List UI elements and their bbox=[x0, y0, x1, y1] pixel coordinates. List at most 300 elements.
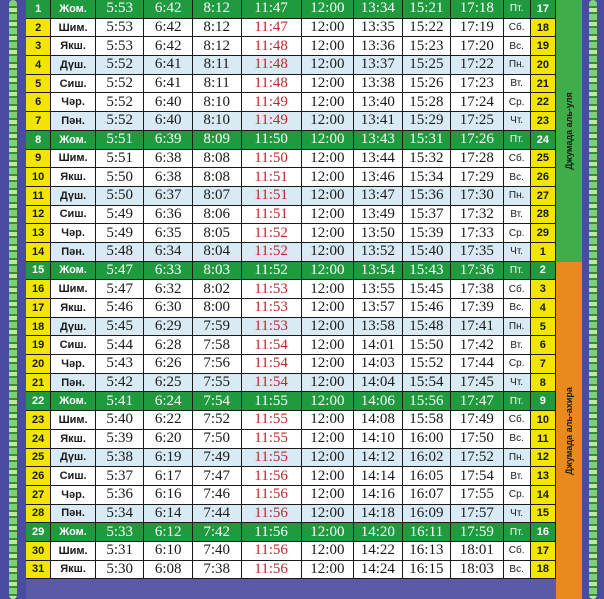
weekday-tatar: Якш. bbox=[51, 37, 96, 55]
prayer-time-cell: 6:08 bbox=[144, 561, 193, 579]
weekday-russian: Чт. bbox=[504, 505, 531, 523]
prayer-time-cell: 7:59 bbox=[193, 318, 242, 336]
prayer-time-cell: 6:10 bbox=[144, 542, 193, 560]
prayer-time-cell: 5:53 bbox=[96, 0, 145, 18]
prayer-time-cell: 7:55 bbox=[193, 374, 242, 392]
table-row bbox=[26, 224, 556, 243]
prayer-time-cell: 14:14 bbox=[354, 467, 403, 485]
prayer-time-cell: 6:28 bbox=[144, 336, 193, 354]
prayer-time-cell: 12:00 bbox=[302, 486, 354, 504]
prayer-time-cell: 5:47 bbox=[96, 262, 145, 280]
prayer-time-cell: 5:50 bbox=[96, 187, 145, 205]
prayer-time-cell: 12:00 bbox=[302, 112, 354, 130]
prayer-time-cell: 15:43 bbox=[403, 262, 452, 280]
day-number: 3 bbox=[26, 37, 51, 55]
prayer-time-cell: 13:35 bbox=[354, 19, 403, 37]
weekday-russian: Вт. bbox=[504, 467, 531, 485]
hijri-day: 9 bbox=[531, 392, 556, 410]
table-row bbox=[26, 0, 556, 19]
prayer-time-cell: 6:24 bbox=[144, 392, 193, 410]
prayer-time-cell: 17:26 bbox=[451, 131, 503, 149]
table-row bbox=[26, 299, 556, 318]
prayer-time-cell: 17:30 bbox=[451, 187, 503, 205]
prayer-time-cell: 17:19 bbox=[451, 19, 503, 37]
weekday-russian: Чт. bbox=[504, 243, 531, 261]
prayer-time-cell: 7:54 bbox=[193, 392, 242, 410]
prayer-time-cell: 7:49 bbox=[193, 449, 242, 467]
day-number: 19 bbox=[26, 336, 51, 354]
hijri-day: 1 bbox=[531, 243, 556, 261]
prayer-time-cell: 15:23 bbox=[403, 37, 452, 55]
day-number: 12 bbox=[26, 206, 51, 224]
prayer-time-cell: 5:30 bbox=[96, 561, 145, 579]
prayer-time-cell: 5:53 bbox=[96, 37, 145, 55]
table-row bbox=[26, 150, 556, 169]
hijri-day: 19 bbox=[531, 37, 556, 55]
prayer-time-cell: 5:38 bbox=[96, 449, 145, 467]
prayer-time-cell: 15:45 bbox=[403, 280, 452, 298]
weekday-russian: Вс. bbox=[504, 430, 531, 448]
day-number: 26 bbox=[26, 467, 51, 485]
month-band-jumada-al-ula bbox=[556, 0, 582, 262]
prayer-time-cell: 6:17 bbox=[144, 467, 193, 485]
prayer-time-cell: 6:41 bbox=[144, 75, 193, 93]
prayer-time-cell: 8:04 bbox=[193, 243, 242, 261]
prayer-time-cell: 6:16 bbox=[144, 486, 193, 504]
weekday-tatar: Якш. bbox=[51, 561, 96, 579]
prayer-time-cell: 6:14 bbox=[144, 505, 193, 523]
prayer-time-cell: 11:53 bbox=[242, 318, 302, 336]
prayer-time-cell: 6:38 bbox=[144, 150, 193, 168]
prayer-time-cell: 8:12 bbox=[193, 19, 242, 37]
prayer-time-cell: 12:00 bbox=[302, 243, 354, 261]
prayer-time-cell: 12:00 bbox=[302, 542, 354, 560]
weekday-tatar: Жом. bbox=[51, 0, 96, 18]
prayer-time-cell: 12:00 bbox=[302, 561, 354, 579]
prayer-time-cell: 15:31 bbox=[403, 131, 452, 149]
prayer-time-cell: 17:54 bbox=[451, 467, 503, 485]
prayer-time-cell: 8:12 bbox=[193, 0, 242, 18]
prayer-time-cell: 6:26 bbox=[144, 355, 193, 373]
weekday-tatar: Сиш. bbox=[51, 467, 96, 485]
prayer-time-cell: 12:00 bbox=[302, 280, 354, 298]
prayer-time-cell: 7:52 bbox=[193, 411, 242, 429]
prayer-time-cell: 14:08 bbox=[354, 411, 403, 429]
hijri-day: 24 bbox=[531, 131, 556, 149]
prayer-time-cell: 12:00 bbox=[302, 318, 354, 336]
prayer-time-cell: 12:00 bbox=[302, 299, 354, 317]
prayer-time-cell: 8:06 bbox=[193, 206, 242, 224]
prayer-time-cell: 15:26 bbox=[403, 75, 452, 93]
prayer-time-cell: 12:00 bbox=[302, 224, 354, 242]
prayer-time-cell: 11:52 bbox=[242, 224, 302, 242]
prayer-time-cell: 11:56 bbox=[242, 486, 302, 504]
weekday-tatar: Пән. bbox=[51, 112, 96, 130]
prayer-time-cell: 5:52 bbox=[96, 112, 145, 130]
prayer-time-cell: 12:00 bbox=[302, 150, 354, 168]
weekday-tatar: Жом. bbox=[51, 131, 96, 149]
prayer-time-cell: 15:40 bbox=[403, 243, 452, 261]
prayer-time-cell: 8:08 bbox=[193, 150, 242, 168]
prayer-time-cell: 11:52 bbox=[242, 243, 302, 261]
prayer-time-cell: 16:15 bbox=[403, 561, 452, 579]
prayer-time-cell: 5:37 bbox=[96, 467, 145, 485]
table-row bbox=[26, 523, 556, 542]
prayer-time-cell: 8:08 bbox=[193, 168, 242, 186]
weekday-russian: Пн. bbox=[504, 449, 531, 467]
prayer-time-cell: 13:38 bbox=[354, 75, 403, 93]
prayer-time-cell: 6:38 bbox=[144, 168, 193, 186]
prayer-time-cell: 7:38 bbox=[193, 561, 242, 579]
table-row bbox=[26, 206, 556, 225]
prayer-time-cell: 12:00 bbox=[302, 262, 354, 280]
prayer-time-cell: 17:23 bbox=[451, 75, 503, 93]
prayer-time-cell: 11:55 bbox=[242, 392, 302, 410]
prayer-time-cell: 11:53 bbox=[242, 299, 302, 317]
weekday-russian: Пн. bbox=[504, 318, 531, 336]
weekday-russian: Вс. bbox=[504, 168, 531, 186]
prayer-time-cell: 14:03 bbox=[354, 355, 403, 373]
prayer-time-cell: 5:53 bbox=[96, 19, 145, 37]
weekday-russian: Ср. bbox=[504, 355, 531, 373]
hijri-day: 11 bbox=[531, 430, 556, 448]
prayer-time-cell: 13:40 bbox=[354, 93, 403, 111]
prayer-time-cell: 8:05 bbox=[193, 224, 242, 242]
prayer-time-cell: 12:00 bbox=[302, 75, 354, 93]
prayer-time-cell: 7:47 bbox=[193, 467, 242, 485]
day-number: 4 bbox=[26, 56, 51, 74]
prayer-time-cell: 14:22 bbox=[354, 542, 403, 560]
prayer-time-cell: 12:00 bbox=[302, 411, 354, 429]
prayer-time-cell: 17:22 bbox=[451, 56, 503, 74]
day-number: 28 bbox=[26, 505, 51, 523]
table-row bbox=[26, 336, 556, 355]
weekday-russian: Пт. bbox=[504, 0, 531, 18]
prayer-time-cell: 13:50 bbox=[354, 224, 403, 242]
prayer-time-cell: 17:59 bbox=[451, 523, 503, 541]
prayer-time-cell: 12:00 bbox=[302, 523, 354, 541]
prayer-time-cell: 5:49 bbox=[96, 206, 145, 224]
prayer-time-cell: 14:10 bbox=[354, 430, 403, 448]
prayer-time-cell: 11:48 bbox=[242, 37, 302, 55]
day-number: 6 bbox=[26, 93, 51, 111]
prayer-time-cell: 11:56 bbox=[242, 505, 302, 523]
hijri-day: 26 bbox=[531, 168, 556, 186]
prayer-time-cell: 6:33 bbox=[144, 262, 193, 280]
day-number: 24 bbox=[26, 430, 51, 448]
prayer-time-cell: 11:55 bbox=[242, 430, 302, 448]
prayer-time-cell: 11:47 bbox=[242, 19, 302, 37]
weekday-tatar: Сиш. bbox=[51, 206, 96, 224]
table-row bbox=[26, 486, 556, 505]
prayer-time-cell: 6:40 bbox=[144, 93, 193, 111]
weekday-russian: Ср. bbox=[504, 486, 531, 504]
prayer-time-cell: 16:13 bbox=[403, 542, 452, 560]
weekday-tatar: Чәр. bbox=[51, 224, 96, 242]
weekday-tatar: Шим. bbox=[51, 542, 96, 560]
prayer-time-cell: 15:28 bbox=[403, 93, 452, 111]
prayer-time-cell: 6:25 bbox=[144, 374, 193, 392]
table-row bbox=[26, 561, 556, 580]
prayer-time-cell: 17:29 bbox=[451, 168, 503, 186]
prayer-time-cell: 13:47 bbox=[354, 187, 403, 205]
hijri-day: 5 bbox=[531, 318, 556, 336]
prayer-time-cell: 5:31 bbox=[96, 542, 145, 560]
prayer-time-cell: 17:38 bbox=[451, 280, 503, 298]
prayer-time-cell: 17:49 bbox=[451, 411, 503, 429]
prayer-time-cell: 12:00 bbox=[302, 187, 354, 205]
table-row bbox=[26, 318, 556, 337]
day-number: 7 bbox=[26, 112, 51, 130]
hijri-day: 18 bbox=[531, 561, 556, 579]
weekday-tatar: Чәр. bbox=[51, 486, 96, 504]
hijri-day: 17 bbox=[531, 542, 556, 560]
prayer-time-cell: 11:47 bbox=[242, 0, 302, 18]
right-ornament-border bbox=[582, 0, 604, 599]
hijri-day: 29 bbox=[531, 224, 556, 242]
prayer-time-cell: 14:24 bbox=[354, 561, 403, 579]
day-number: 10 bbox=[26, 168, 51, 186]
prayer-time-cell: 8:11 bbox=[193, 56, 242, 74]
prayer-time-cell: 7:46 bbox=[193, 486, 242, 504]
prayer-time-cell: 11:56 bbox=[242, 561, 302, 579]
prayer-time-cell: 11:54 bbox=[242, 336, 302, 354]
prayer-times-table bbox=[26, 0, 556, 579]
hijri-day: 3 bbox=[531, 280, 556, 298]
weekday-tatar: Сиш. bbox=[51, 75, 96, 93]
weekday-tatar: Шим. bbox=[51, 19, 96, 37]
prayer-time-cell: 11:50 bbox=[242, 150, 302, 168]
month-label-jumada-al-ula: Джумада аль-уля bbox=[564, 92, 574, 170]
prayer-time-cell: 12:00 bbox=[302, 336, 354, 354]
weekday-tatar: Чәр. bbox=[51, 93, 96, 111]
weekday-russian: Сб. bbox=[504, 411, 531, 429]
hijri-day: 13 bbox=[531, 467, 556, 485]
prayer-time-cell: 5:52 bbox=[96, 56, 145, 74]
prayer-time-cell: 5:34 bbox=[96, 505, 145, 523]
prayer-time-cell: 6:19 bbox=[144, 449, 193, 467]
prayer-time-cell: 6:42 bbox=[144, 19, 193, 37]
prayer-time-cell: 6:40 bbox=[144, 112, 193, 130]
hijri-day: 12 bbox=[531, 449, 556, 467]
table-row bbox=[26, 411, 556, 430]
prayer-time-cell: 17:42 bbox=[451, 336, 503, 354]
prayer-time-cell: 15:37 bbox=[403, 206, 452, 224]
table-row bbox=[26, 56, 556, 75]
table-row bbox=[26, 374, 556, 393]
prayer-time-cell: 12:00 bbox=[302, 392, 354, 410]
prayer-time-cell: 11:48 bbox=[242, 75, 302, 93]
prayer-time-cell: 17:45 bbox=[451, 374, 503, 392]
prayer-time-cell: 5:50 bbox=[96, 168, 145, 186]
weekday-russian: Сб. bbox=[504, 542, 531, 560]
prayer-time-cell: 11:51 bbox=[242, 206, 302, 224]
prayer-time-cell: 16:00 bbox=[403, 430, 452, 448]
weekday-russian: Пн. bbox=[504, 187, 531, 205]
prayer-time-cell: 7:50 bbox=[193, 430, 242, 448]
prayer-time-cell: 11:53 bbox=[242, 280, 302, 298]
prayer-time-cell: 11:51 bbox=[242, 168, 302, 186]
prayer-time-cell: 17:41 bbox=[451, 318, 503, 336]
prayer-time-cell: 6:42 bbox=[144, 37, 193, 55]
prayer-time-cell: 8:09 bbox=[193, 131, 242, 149]
day-number: 27 bbox=[26, 486, 51, 504]
hijri-day: 21 bbox=[531, 75, 556, 93]
prayer-time-cell: 7:44 bbox=[193, 505, 242, 523]
day-number: 13 bbox=[26, 224, 51, 242]
hijri-day: 14 bbox=[531, 486, 556, 504]
day-number: 23 bbox=[26, 411, 51, 429]
prayer-time-cell: 7:58 bbox=[193, 336, 242, 354]
weekday-tatar: Шим. bbox=[51, 411, 96, 429]
prayer-time-cell: 17:55 bbox=[451, 486, 503, 504]
day-number: 14 bbox=[26, 243, 51, 261]
table-row bbox=[26, 19, 556, 38]
prayer-time-cell: 17:28 bbox=[451, 150, 503, 168]
table-row bbox=[26, 93, 556, 112]
hijri-day: 27 bbox=[531, 187, 556, 205]
prayer-time-cell: 12:00 bbox=[302, 355, 354, 373]
hijri-day: 28 bbox=[531, 206, 556, 224]
weekday-tatar: Сиш. bbox=[51, 336, 96, 354]
prayer-time-cell: 12:00 bbox=[302, 56, 354, 74]
prayer-time-cell: 18:01 bbox=[451, 542, 503, 560]
prayer-time-cell: 7:40 bbox=[193, 542, 242, 560]
prayer-time-cell: 16:09 bbox=[403, 505, 452, 523]
hijri-day: 15 bbox=[531, 505, 556, 523]
prayer-time-cell: 11:49 bbox=[242, 93, 302, 111]
weekday-tatar: Пән. bbox=[51, 374, 96, 392]
prayer-time-cell: 11:54 bbox=[242, 374, 302, 392]
prayer-time-cell: 11:54 bbox=[242, 355, 302, 373]
weekday-russian: Пт. bbox=[504, 131, 531, 149]
prayer-time-cell: 12:00 bbox=[302, 131, 354, 149]
weekday-tatar: Дүш. bbox=[51, 56, 96, 74]
prayer-time-cell: 17:36 bbox=[451, 262, 503, 280]
hijri-day: 16 bbox=[531, 523, 556, 541]
weekday-tatar: Чәр. bbox=[51, 355, 96, 373]
prayer-time-cell: 17:39 bbox=[451, 299, 503, 317]
day-number: 18 bbox=[26, 318, 51, 336]
hijri-month-column bbox=[556, 0, 582, 599]
prayer-time-cell: 17:20 bbox=[451, 37, 503, 55]
prayer-time-cell: 16:07 bbox=[403, 486, 452, 504]
prayer-time-cell: 13:41 bbox=[354, 112, 403, 130]
prayer-time-cell: 6:32 bbox=[144, 280, 193, 298]
hijri-day: 10 bbox=[531, 411, 556, 429]
weekday-russian: Сб. bbox=[504, 150, 531, 168]
prayer-time-cell: 5:33 bbox=[96, 523, 145, 541]
weekday-tatar: Жом. bbox=[51, 262, 96, 280]
prayer-time-cell: 15:56 bbox=[403, 392, 452, 410]
prayer-time-cell: 16:11 bbox=[403, 523, 452, 541]
weekday-russian: Вс. bbox=[504, 561, 531, 579]
weekday-russian: Вт. bbox=[504, 336, 531, 354]
table-row bbox=[26, 262, 556, 281]
prayer-time-cell: 15:39 bbox=[403, 224, 452, 242]
prayer-time-cell: 13:37 bbox=[354, 56, 403, 74]
prayer-time-cell: 13:34 bbox=[354, 0, 403, 18]
prayer-time-cell: 8:07 bbox=[193, 187, 242, 205]
prayer-time-cell: 5:51 bbox=[96, 150, 145, 168]
prayer-time-cell: 13:55 bbox=[354, 280, 403, 298]
prayer-time-cell: 15:54 bbox=[403, 374, 452, 392]
prayer-time-cell: 11:55 bbox=[242, 411, 302, 429]
weekday-tatar: Дүш. bbox=[51, 318, 96, 336]
prayer-time-cell: 6:12 bbox=[144, 523, 193, 541]
day-number: 5 bbox=[26, 75, 51, 93]
prayer-time-cell: 6:42 bbox=[144, 0, 193, 18]
prayer-time-cell: 13:54 bbox=[354, 262, 403, 280]
month-label-jumada-al-akhira: Джумада аль-ахира bbox=[564, 386, 574, 475]
prayer-time-cell: 14:16 bbox=[354, 486, 403, 504]
table-row bbox=[26, 280, 556, 299]
prayer-time-cell: 13:36 bbox=[354, 37, 403, 55]
prayer-time-cell: 5:40 bbox=[96, 411, 145, 429]
prayer-time-cell: 12:00 bbox=[302, 449, 354, 467]
prayer-time-cell: 12:00 bbox=[302, 430, 354, 448]
hijri-day: 2 bbox=[531, 262, 556, 280]
day-number: 29 bbox=[26, 523, 51, 541]
prayer-time-cell: 6:39 bbox=[144, 131, 193, 149]
prayer-time-cell: 12:00 bbox=[302, 19, 354, 37]
prayer-time-cell: 12:00 bbox=[302, 467, 354, 485]
day-number: 16 bbox=[26, 280, 51, 298]
prayer-time-cell: 8:11 bbox=[193, 75, 242, 93]
weekday-tatar: Дүш. bbox=[51, 187, 96, 205]
prayer-time-cell: 14:18 bbox=[354, 505, 403, 523]
day-number: 15 bbox=[26, 262, 51, 280]
prayer-time-cell: 5:39 bbox=[96, 430, 145, 448]
prayer-time-cell: 15:21 bbox=[403, 0, 452, 18]
hijri-day: 6 bbox=[531, 336, 556, 354]
table-row bbox=[26, 168, 556, 187]
prayer-time-cell: 15:22 bbox=[403, 19, 452, 37]
prayer-time-cell: 5:44 bbox=[96, 336, 145, 354]
prayer-time-cell: 5:49 bbox=[96, 224, 145, 242]
prayer-time-cell: 5:41 bbox=[96, 392, 145, 410]
prayer-time-cell: 13:52 bbox=[354, 243, 403, 261]
table-row bbox=[26, 243, 556, 262]
weekday-tatar: Жом. bbox=[51, 523, 96, 541]
prayer-time-cell: 13:49 bbox=[354, 206, 403, 224]
prayer-time-cell: 6:29 bbox=[144, 318, 193, 336]
day-number: 11 bbox=[26, 187, 51, 205]
prayer-time-cell: 17:32 bbox=[451, 206, 503, 224]
prayer-time-cell: 15:48 bbox=[403, 318, 452, 336]
prayer-time-cell: 12:00 bbox=[302, 0, 354, 18]
hijri-day: 25 bbox=[531, 150, 556, 168]
prayer-time-cell: 15:32 bbox=[403, 150, 452, 168]
prayer-time-cell: 5:47 bbox=[96, 280, 145, 298]
table-row bbox=[26, 467, 556, 486]
day-number: 31 bbox=[26, 561, 51, 579]
weekday-tatar: Шим. bbox=[51, 150, 96, 168]
weekday-tatar: Якш. bbox=[51, 430, 96, 448]
prayer-time-cell: 12:00 bbox=[302, 206, 354, 224]
prayer-time-cell: 11:56 bbox=[242, 523, 302, 541]
prayer-time-cell: 6:20 bbox=[144, 430, 193, 448]
prayer-time-cell: 12:00 bbox=[302, 168, 354, 186]
prayer-time-cell: 13:44 bbox=[354, 150, 403, 168]
weekday-russian: Вт. bbox=[504, 206, 531, 224]
table-row bbox=[26, 75, 556, 94]
prayer-time-cell: 17:47 bbox=[451, 392, 503, 410]
prayer-time-cell: 17:44 bbox=[451, 355, 503, 373]
prayer-time-cell: 8:02 bbox=[193, 280, 242, 298]
prayer-time-cell: 13:58 bbox=[354, 318, 403, 336]
prayer-time-cell: 15:50 bbox=[403, 336, 452, 354]
